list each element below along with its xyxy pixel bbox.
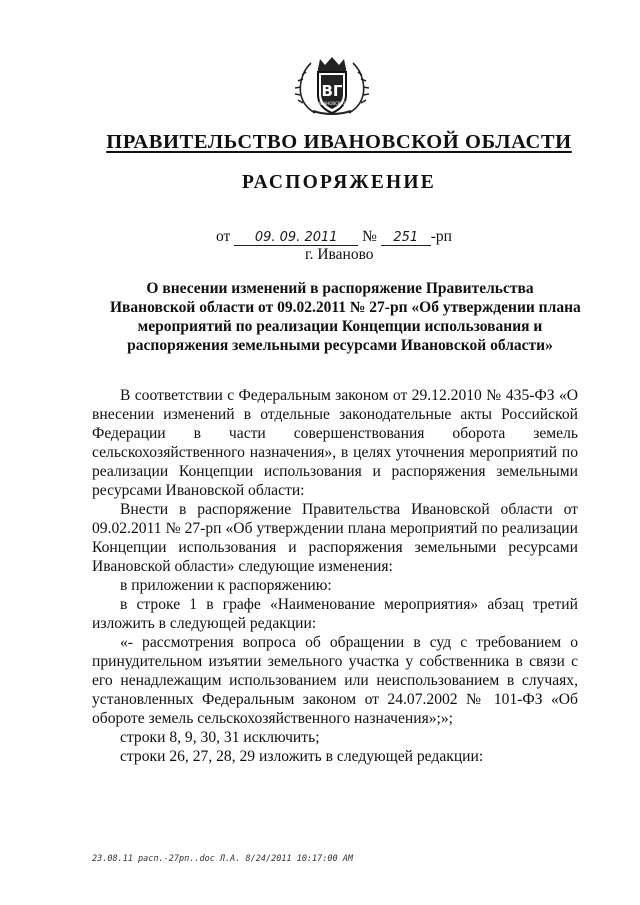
number-sign: № <box>362 228 377 245</box>
date-number-line <box>216 228 452 246</box>
document-type-title: РАСПОРЯЖЕНИЕ <box>242 172 436 193</box>
subject-line: Ивановской области от 09.02.2011 № 27-рп «Об утверждении плана <box>110 299 581 316</box>
organization-title: ПРАВИТЕЛЬСТВО ИВАНОВСКОЙ ОБЛАСТИ <box>106 131 572 153</box>
svg-text:ИВАНОВСКАЯ: ИВАНОВСКАЯ <box>317 101 347 106</box>
subject-line: распоряжения земельными ресурсами Ивановской области» <box>127 337 553 354</box>
document-body <box>92 386 578 766</box>
body-paragraph: В соответствии с Федеральным законом от 29.12.2010 № 435-ФЗ «О внесении изменений в отдельные законодательные акты Российской Федерации в части совершенствования оборота земель сельскохозяйственного назначения», в целях уточнения мероприятий по реализации Концепции использования и распоряжения земельными ресурсами Ивановской области: <box>92 387 578 499</box>
file-footer: 23.08.11 расп.-27рп..doc Л.А. 8/24/2011 10:17:00 AM <box>92 854 353 864</box>
body-paragraph: в приложении к распоряжению: <box>120 577 332 594</box>
body-paragraph: Внести в распоряжение Правительства Ивановской области от 09.02.2011 № 27-рп «Об утверждении плана мероприятий по реализации Концепции использования и распоряжения земельными ресурсами Ивановской области» следующие изменения: <box>92 501 578 575</box>
subject-line: О внесении изменений в распоряжение Правительства <box>146 280 534 297</box>
handwritten-date: 09. 09. 2011 <box>234 230 358 246</box>
svg-text:ВГ: ВГ <box>321 82 343 100</box>
date-prefix: от <box>216 228 231 245</box>
coat-of-arms-icon <box>293 55 371 117</box>
body-paragraph: строки 8, 9, 30, 31 исключить; <box>120 729 320 746</box>
handwritten-number: 251 <box>381 230 431 246</box>
body-paragraph: строки 26, 27, 28, 29 изложить в следующей редакции: <box>120 748 484 765</box>
body-paragraph: «- рассмотрения вопроса об обращении в суд с требованием о принудительном изъятии земельного участка у собственника в связи с его ненадлежащим использованием или неиспользованием в случаях, установленных Федеральным законом от 24.07.2002 № 101-ФЗ «Об обороте земель сельскохозяйственного назначения»;»; <box>92 634 578 727</box>
body-paragraph: в строке 1 в графе «Наименование мероприятия» абзац третий изложить в следующей редакции: <box>92 596 578 632</box>
city-name: г. Иваново <box>305 246 374 263</box>
number-suffix: -рп <box>430 228 452 245</box>
document-subject <box>110 279 581 355</box>
subject-line: мероприятий по реализации Концепции использования и <box>137 318 543 335</box>
